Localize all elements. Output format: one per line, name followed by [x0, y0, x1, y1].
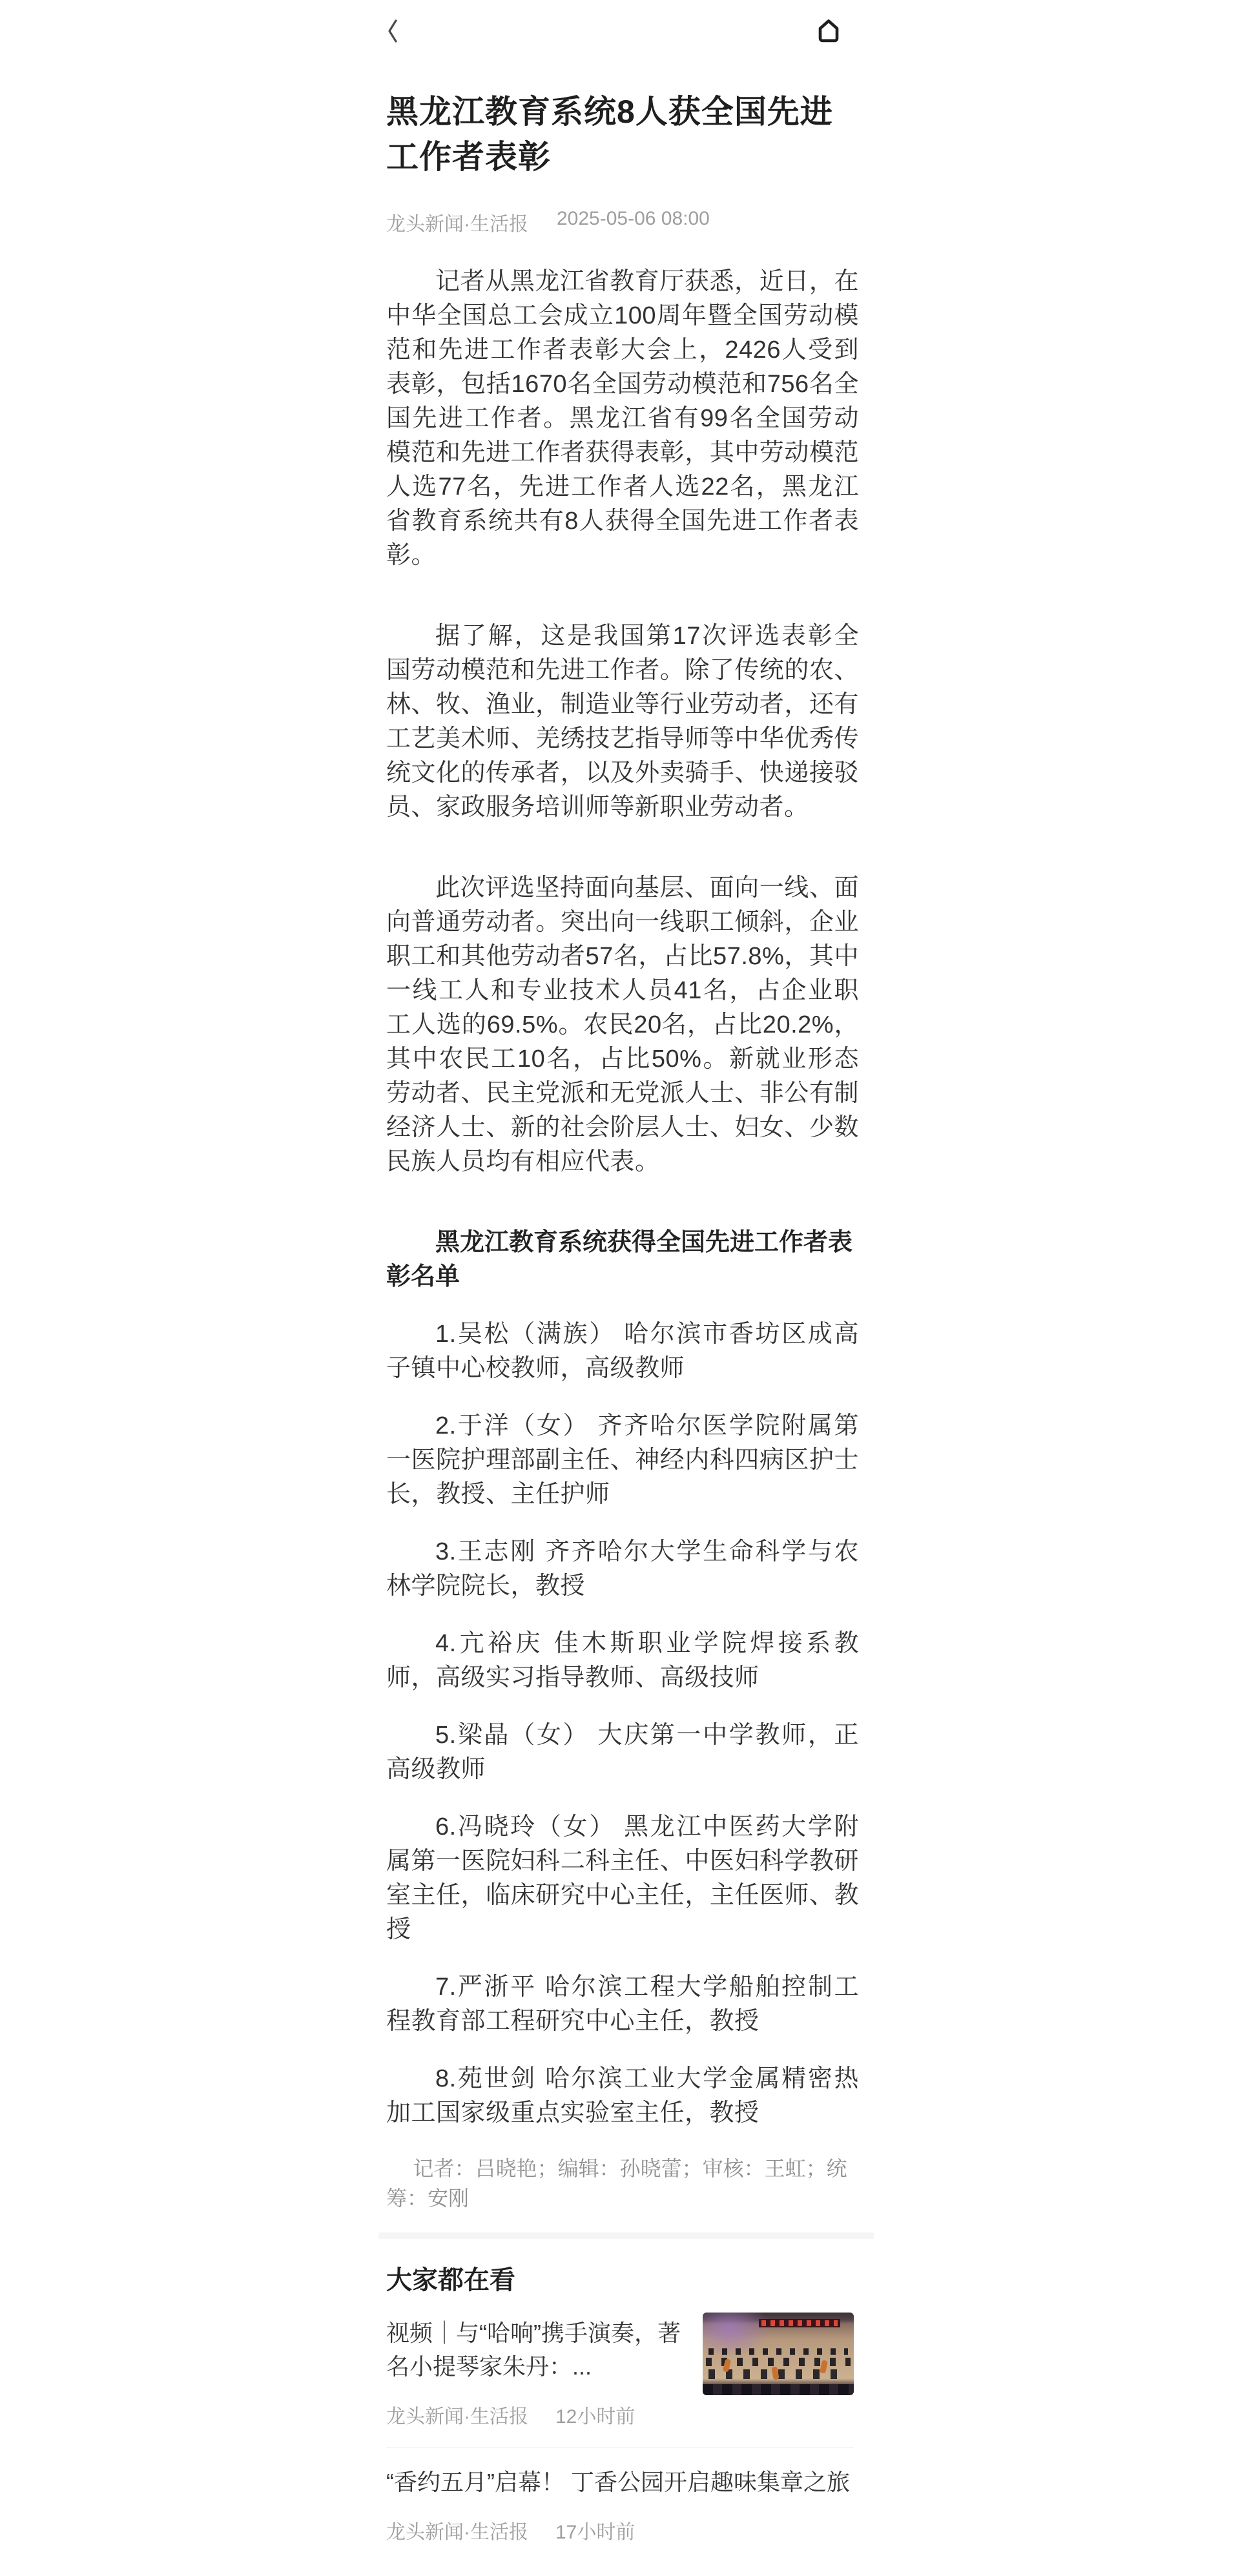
honoree-item: 3.王志刚 齐齐哈尔大学生命科学与农林学院院长，教授 — [386, 1538, 859, 1600]
honoree-item: 6.冯晓玲（女） 黑龙江中医药大学附属第一医院妇科二科主任、中医妇科学教研室主任，临床研究中心主任，主任医师、教授 — [386, 1813, 859, 1943]
related-item-time: 17小时前 — [555, 2522, 636, 2543]
honoree-item: 4.亢裕庆 佳木斯职业学院焊接系教师，高级实习指导教师、高级技师 — [386, 1630, 859, 1691]
honoree-item: 1.吴松（满族） 哈尔滨市香坊区成高子镇中心校教师，高级教师 — [386, 1321, 859, 1382]
related-section-title: 大家都在看 — [386, 2266, 515, 2294]
related-item[interactable] — [386, 2313, 854, 2429]
honoree-item: 2.于洋（女） 齐齐哈尔医学院附属第一医院护理部副主任、神经内科四病区护士长，教授、主任护师 — [386, 1412, 859, 1508]
article-date: 2025-05-06 08:00 — [557, 208, 710, 229]
related-item-time: 12小时前 — [555, 2406, 636, 2427]
home-button[interactable] — [815, 17, 842, 44]
article-paragraph: 据了解，这是我国第17次评选表彰全国劳动模范和先进工作者。除了传统的农、林、牧、渔业，制造业等行业劳动者，还有工艺美术师、羌绣技艺指导师等中华优秀传统文化的传承者，以及外卖骑手、快递接驳员、家政服务培训师等新职业劳动者。 — [386, 623, 859, 821]
article — [386, 89, 859, 2213]
honoree-item: 7.严浙平 哈尔滨工程大学船舶控制工程教育部工程研究中心主任，教授 — [386, 1973, 859, 2035]
related-item-meta — [386, 2516, 854, 2544]
honoree-list-heading: 黑龙江教育系统获得全国先进工作者表彰名单 — [386, 1229, 853, 1290]
related-item-source: 龙头新闻·生活报 — [386, 2522, 528, 2543]
related-section — [386, 2262, 854, 2544]
article-source: 龙头新闻·生活报 — [386, 214, 528, 235]
page-title: 黑龙江教育系统8人获全国先进工作者表彰 — [386, 94, 833, 175]
related-item-text — [386, 2462, 854, 2544]
led-banner — [759, 2319, 840, 2327]
related-item-source: 龙头新闻·生活报 — [386, 2406, 528, 2427]
back-button[interactable] — [386, 19, 400, 43]
article-paragraph: 此次评选坚持面向基层、面向一线、面向普通劳动者。突出向一线职工倾斜，企业职工和其他劳动者57名，占比57.8%，其中一线工人和专业技术人员41名，占企业职工人选的69.5%。农民20名，占比20.2%，其中农民工10名，占比50%。新就业形态劳动者、民主党派和无党派人士、非公有制经济人士、新的社会阶层人士、妇女、少数民族人员均有相应代表。 — [386, 874, 859, 1175]
related-item-meta — [386, 2400, 683, 2429]
orchestra-row — [708, 2348, 847, 2354]
article-paragraph: 记者从黑龙江省教育厅获悉，近日，在中华全国总工会成立100周年暨全国劳动模范和先进工作者表彰大会上，2426人受到表彰，包括1670名全国劳动模范和756名全国先进工作者。黑龙江省有99名全国劳动模范和先进工作者获得表彰，其中劳动模范人选77名，先进工作者人选22名，黑龙江省教育系统共有8人获得全国先进工作者表彰。 — [386, 268, 859, 569]
chevron-left-icon — [386, 35, 400, 46]
related-item-text — [386, 2313, 683, 2429]
audience-silhouettes — [703, 2384, 854, 2395]
related-item-title: 视频｜与“哈响”携手演奏，著名小提琴家朱丹：... — [386, 2320, 681, 2380]
related-item-title: “香约五月”启幕！ 丁香公园开启趣味集章之旅 — [386, 2469, 850, 2495]
honoree-item: 8.苑世剑 哈尔滨工业大学金属精密热加工国家级重点实验室主任，教授 — [386, 2065, 859, 2127]
article-credits: 记者：吕晓艳；编辑：孙晓蕾；审核：王虹；统筹：安刚 — [386, 2157, 847, 2210]
related-item[interactable] — [386, 2462, 854, 2544]
home-icon — [815, 36, 842, 46]
article-meta — [386, 208, 859, 236]
concert-orchestra-thumbnail — [703, 2313, 854, 2395]
honoree-item: 5.梁晶（女） 大庆第一中学教师，正高级教师 — [386, 1722, 859, 1783]
section-separator — [378, 2232, 874, 2239]
